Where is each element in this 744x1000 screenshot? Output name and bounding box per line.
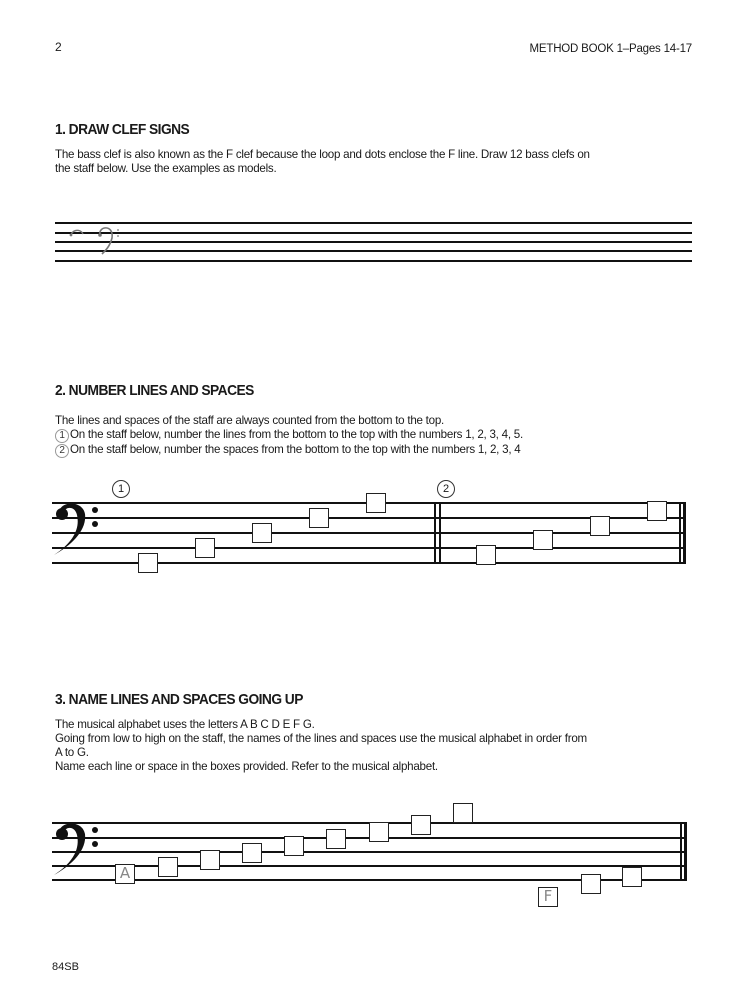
double-barline xyxy=(434,502,436,564)
step-marker-circle: 1 xyxy=(55,429,69,443)
space-number-box-1[interactable] xyxy=(476,545,496,565)
part-marker-2: 2 xyxy=(437,480,455,498)
footer-code: 84SB xyxy=(52,961,79,973)
note-name-box[interactable]: A xyxy=(115,864,135,884)
instruction-line: Going from low to high on the staff, the names of the lines and spaces use the musical alphabet in order from xyxy=(55,732,587,745)
note-name-box[interactable] xyxy=(369,822,389,842)
line-number-box-3[interactable] xyxy=(252,523,272,543)
note-name-box[interactable] xyxy=(622,867,642,887)
section-title: 1. DRAW CLEF SIGNS xyxy=(55,121,190,138)
instruction-line: The bass clef is also known as the F clef because the loop and dots enclose the F line. Draw 12 bass clefs on xyxy=(55,148,590,161)
staff-line xyxy=(52,865,687,867)
section-instructions xyxy=(55,148,705,176)
line-number-box-5[interactable] xyxy=(366,493,386,513)
note-name-box[interactable] xyxy=(326,829,346,849)
space-number-box-2[interactable] xyxy=(533,530,553,550)
instruction-line: The lines and spaces of the staff are always counted from the bottom to the top. xyxy=(55,414,445,427)
final-barline xyxy=(679,502,681,564)
line-number-box-2[interactable] xyxy=(195,538,215,558)
note-name-box[interactable] xyxy=(242,843,262,863)
note-name-box[interactable] xyxy=(411,815,431,835)
note-name-box[interactable] xyxy=(200,850,220,870)
final-barline xyxy=(684,822,687,881)
note-name-box[interactable] xyxy=(581,874,601,894)
instruction-line: The musical alphabet uses the letters A B C D E F G. xyxy=(55,718,315,731)
bass-clef-loop-trace-icon xyxy=(60,222,140,262)
section-instructions xyxy=(55,414,705,458)
double-barline xyxy=(439,502,441,564)
section-title: 2. NUMBER LINES AND SPACES xyxy=(55,382,254,399)
space-number-box-3[interactable] xyxy=(590,516,610,536)
line-number-box-1[interactable] xyxy=(138,553,158,573)
part-marker-1: 1 xyxy=(112,480,130,498)
section-title: 3. NAME LINES AND SPACES GOING UP xyxy=(55,691,303,708)
staff-line xyxy=(55,250,692,252)
note-name-box[interactable] xyxy=(158,857,178,877)
staff-line xyxy=(55,232,692,234)
staff-line xyxy=(55,260,692,262)
note-name-box[interactable] xyxy=(284,836,304,856)
staff-line xyxy=(55,241,692,243)
page-number: 2 xyxy=(55,40,62,54)
instruction-line: the staff below. Use the examples as models. xyxy=(55,162,277,175)
staff-line xyxy=(52,851,687,853)
section-instructions xyxy=(55,718,715,774)
instruction-step-1: 1 On the staff below, number the lines from the bottom to the top with the numbers 1, 2, 3, 4, 5. xyxy=(55,428,705,443)
running-head: METHOD BOOK 1–Pages 14-17 xyxy=(529,43,692,55)
note-name-box[interactable] xyxy=(453,803,473,823)
bass-clef-icon xyxy=(52,820,112,890)
space-number-box-4[interactable] xyxy=(647,501,667,521)
bass-clef-icon xyxy=(52,500,112,570)
final-barline xyxy=(680,822,682,881)
staff-line xyxy=(52,547,685,549)
instruction-line: A to G. xyxy=(55,746,89,759)
line-number-box-4[interactable] xyxy=(309,508,329,528)
note-name-box[interactable]: F xyxy=(538,887,558,907)
step-marker-circle: 2 xyxy=(55,444,69,458)
instruction-line: Name each line or space in the boxes provided. Refer to the musical alphabet. xyxy=(55,760,438,773)
staff-line xyxy=(55,222,692,224)
instruction-step-2: 2 On the staff below, number the spaces from the bottom to the top with the numbers 1, 2, 3, 4 xyxy=(55,443,705,458)
final-barline xyxy=(683,502,686,564)
